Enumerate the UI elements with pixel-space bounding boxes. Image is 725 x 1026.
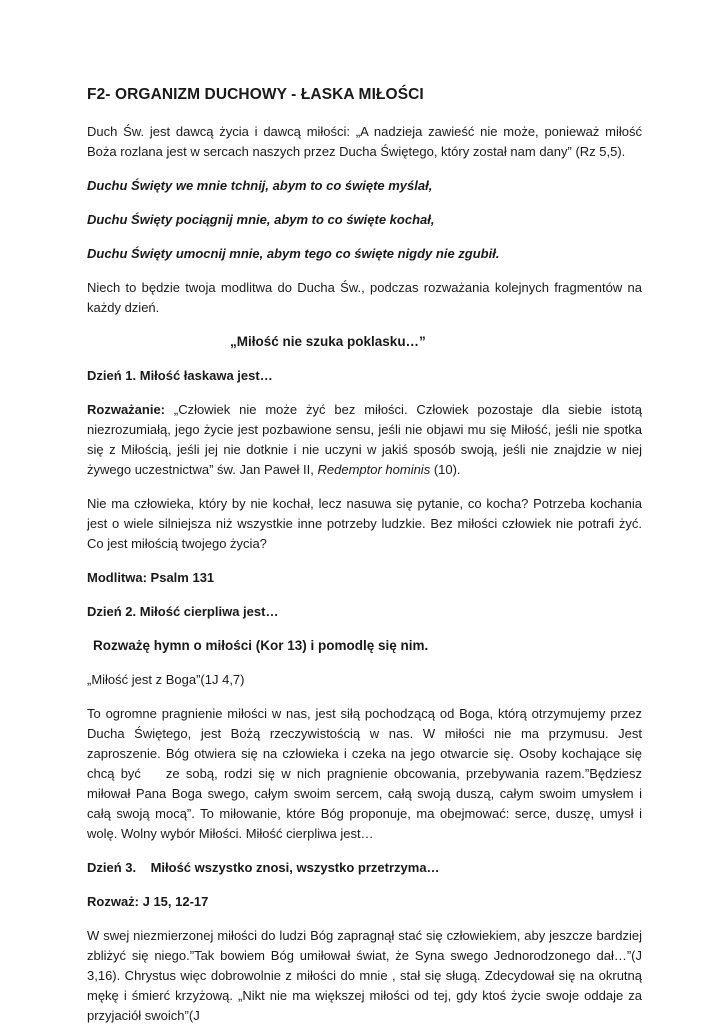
day1-heading: Dzień 1. Miłość łaskawa jest… [87, 368, 273, 383]
day3-heading: Dzień 3. Miłość wszystko znosi, wszystko przetrzyma… [87, 860, 440, 875]
day2-subheading: Rozważę hymn o miłości (Kor 13) i pomodlę się nim. [93, 638, 429, 653]
section-title: „Miłość nie szuka poklasku…” [230, 334, 426, 349]
day2-text: To ogromne pragnienie miłości w nas, jest siłą pochodzącą od Boga, którą otrzymujemy przez Ducha Świętego, jest Bożą rzeczywistością w nas. W miłości nie ma przymusu. Jest zaproszenie. Bóg otwiera się na człowieka i czeka na jego otwarcie się. Osoby kochające się chcą być ze sobą, rodzi się w nich pragnienie obcowania, przebywania razem.”Będziesz miłował Pana Boga swego, całym swoim sercem, całą swoją duszą, całym swoim umysłem i całą swoją mocą”. To miłowanie, które Bóg proponuje, ma obejmować: serce, duszę, umysł i wolę. Wolny wybór Miłości. Miłość cierpliwa jest… [87, 706, 646, 841]
prayer-line-3: Duchu Święty umocnij mnie, abym tego co święte nigdy nie zgubił. [87, 246, 500, 261]
day1-reference: (10). [430, 462, 461, 477]
day3-subheading: Rozważ: J 15, 12-17 [87, 894, 209, 909]
prayer-line-2: Duchu Święty pociągnij mnie, abym to co święte kochał, [87, 212, 435, 227]
day1-reflection: Nie ma człowieka, który by nie kochał, lecz nasuwa się pytanie, co kocha? Potrzeba kochania jest o wiele silniejsza niż wszystkie inne potrzeby ludzkie. Bez miłości człowiek nie potrafi żyć. Co jest miłością twojego życia? [87, 496, 642, 551]
document-title: F2- ORGANIZM DUCHOWY - ŁASKA MIŁOŚCI [87, 86, 424, 103]
day2-heading: Dzień 2. Miłość cierpliwa jest… [87, 604, 279, 619]
day2-quote: „Miłość jest z Boga”(1J 4,7) [87, 672, 245, 687]
document-page [87, 86, 657, 1026]
day1-meditation [87, 400, 642, 480]
intro-paragraph: Duch Św. jest dawcą życia i dawcą miłości: „A nadzieja zawieść nie może, ponieważ miłość Boża rozlana jest w sercach naszych przez Ducha Świętego, który został nam dany” (Rz 5,5). [87, 124, 642, 159]
instruction-paragraph: Niech to będzie twoja modlitwa do Ducha Św., podczas rozważania kolejnych fragmentów na każdy dzień. [87, 280, 642, 315]
day3-text: W swej niezmierzonej miłości do ludzi Bóg zapragnął stać się człowiekiem, aby jeszcze bardziej zbliżyć się niego.”Tak bowiem Bóg umiłował świat, że Syna swego Jednorodzonego dał…”(J 3,16). Chrystus więc dobrowolnie z miłości do mnie , stał się sługą. Zdecydował się na okrutną mękę i śmierć krzyżową. „Nikt nie ma większej miłości od tej, gdy ktoś życie swoje oddaje za przyjaciół swoich”(J [87, 928, 657, 1023]
day1-label: Rozważanie: [87, 402, 166, 417]
day1-meditation-text: „Człowiek nie może żyć bez miłości. Człowiek pozostaje dla siebie istotą niezrozumiałą, jego życie jest pozbawione sensu, jeśli nie objawi mu się Miłość, jeśli nie spotka się z Miłością, jeśli jej nie dotknie i nie uczyni w jakiś sposób swoją, jeśli nie znajdzie w niej żywego uczestnictwa” św. Jan Paweł II, [87, 402, 642, 477]
day1-prayer: Modlitwa: Psalm 131 [87, 570, 215, 585]
day1-work-title: Redemptor hominis [317, 462, 431, 477]
prayer-line-1: Duchu Święty we mnie tchnij, abym to co święte myślał, [87, 178, 433, 193]
